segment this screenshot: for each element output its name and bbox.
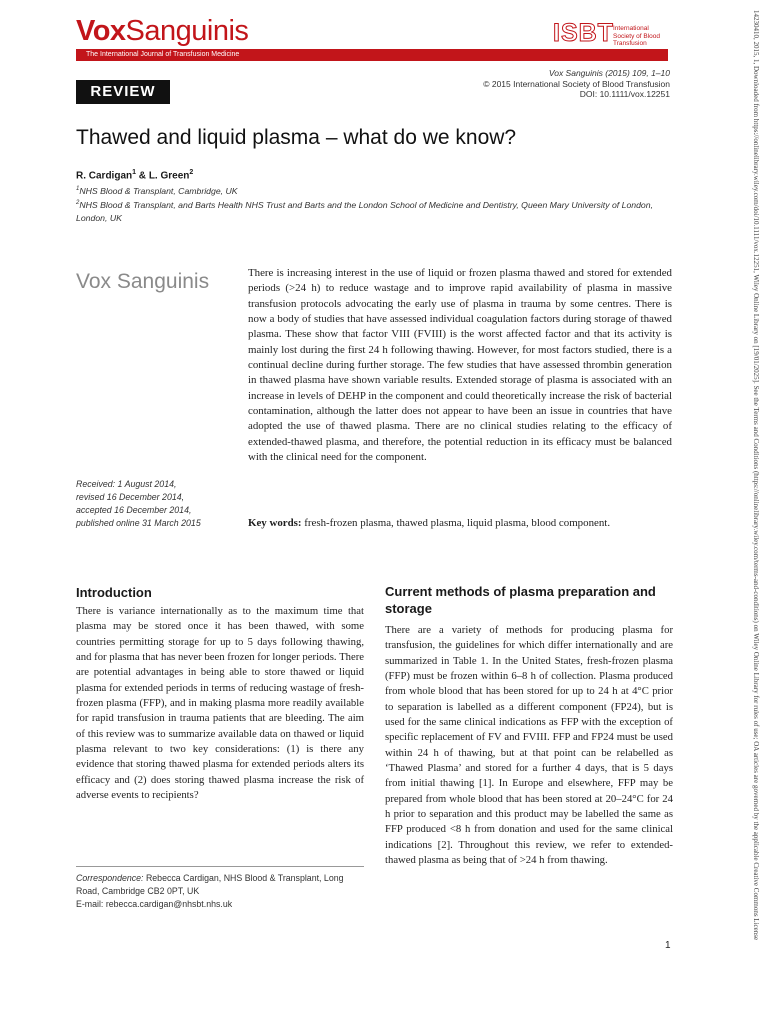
correspondence-label: Correspondence: xyxy=(76,873,144,883)
keywords-label: Key words: xyxy=(248,517,302,529)
journal-name-bold: Vox xyxy=(76,15,126,47)
affiliation-1 xyxy=(76,183,676,197)
journal-tagline: The International Journal of Transfusion Medicine xyxy=(86,51,240,58)
section-badge: REVIEW xyxy=(76,80,170,104)
section-heading-introduction: Introduction xyxy=(76,585,152,600)
affiliation-text: NHS Blood & Transplant, and Barts Health NHS Trust and Barts and the London School of Medicine and Dentistry, Queen Mary University of London, London, UK xyxy=(76,200,654,223)
author-list xyxy=(76,166,193,183)
citation-block xyxy=(483,68,670,100)
introduction-paragraph: There is variance internationally as to the maximum time that plasma may be stored once it has been thawed, with some countries permitting storage for up to 5 days following thawing, and for plasma that has never been frozen for longer periods. There are potential advantages in being able to store thawed or liquid plasma for extended periods in terms of reducing wastage of fresh-frozen plasma (FFP), and in making plasma more readily available for rapid transfusion in trauma patients that are bleeding. The aim of this review was to summarize available data on thawed or liquid plasma relevant to two key considerations: (1) is there any evidence that storing thawed plasma for extended periods alters its efficacy and (2) does storing thawed plasma increase the risk of adverse events to recipients? xyxy=(76,605,364,802)
society-logo xyxy=(553,20,671,46)
affiliation-mark: 1 xyxy=(76,186,80,192)
correspondence-email[interactable]: E-mail: rebecca.cardigan@nhsbt.nhs.uk xyxy=(76,899,233,909)
published-date: published online 31 March 2015 xyxy=(76,518,201,528)
affiliation-mark: 2 xyxy=(189,169,194,176)
accepted-date: accepted 16 December 2014, xyxy=(76,505,192,515)
author-separator: & xyxy=(136,170,149,182)
download-stamp: 14230410, 2015, 1, Downloaded from https://onlinelibrary.wiley.com/doi/10.1111/vox.12251, Wiley Online Library on [19/01/2025]. See the Terms and Conditions (https://onlinelibrary.wiley.com/terms-and-conditions) on Wiley Online Library for rules of use; OA articles are governed by the applicable Creative Commons License xyxy=(752,10,760,941)
journal-tagline-bar xyxy=(76,49,668,61)
abstract-text: There is increasing interest in the use of liquid or frozen plasma thawed and stored for extended periods (>24 h) to reduce wastage and to improve rapid availability of plasma in massive transfusion protocols advocating the early use of plasma in trauma by some centres. There is now a body of studies that have assessed individual coagulation factors during storage of thawed plasma. These show that factor VIII (FVIII) is the worst affected factor and that its activity is mainly lost during the first 24 h following thawing. However, for most factors studied, there is a continual decline during further storage. The few studies that have assessed thrombin generation in thawed plasma have shown variable results. Extended storage of plasma is associated with an increase in levels of DEHP in the component and could theoretically increase the risk of bacterial contamination, although the latter does not appear to have been an issue in countries that have adopted the use of thawed plasma. There are no clinical studies relating to the efficacy of extended-thawed plasma, and therefore, the potential reduction in its efficacy must be balanced with the clinical need for the component. xyxy=(248,267,672,464)
citation-line: Vox Sanguinis (2015) 109, 1–10 xyxy=(548,68,670,78)
section-heading-methods: Current methods of plasma preparation and storage xyxy=(385,584,656,616)
affiliation-text: NHS Blood & Transplant, Cambridge, UK xyxy=(79,185,238,196)
journal-name-rest: Sanguinis xyxy=(125,15,249,47)
page-number: 1 xyxy=(665,940,671,951)
received-dates xyxy=(76,478,201,530)
author-name: R. Cardigan xyxy=(76,170,133,182)
correspondence-footnote xyxy=(76,872,366,911)
keywords xyxy=(248,516,678,531)
isbt-mark: ISBT xyxy=(553,19,614,47)
journal-wordmark: Vox Sanguinis xyxy=(76,270,210,293)
received-date: Received: 1 August 2014, xyxy=(76,479,177,489)
keywords-list: fresh-frozen plasma, thawed plasma, liquid plasma, blood component. xyxy=(304,517,611,529)
journal-logo xyxy=(76,14,248,48)
article-title: Thawed and liquid plasma – what do we know? xyxy=(76,126,517,149)
revised-date: revised 16 December 2014, xyxy=(76,492,185,502)
copyright-line: © 2015 International Society of Blood Transfusion xyxy=(483,78,670,89)
society-name: International Society of Blood Transfusion xyxy=(613,25,660,47)
author-name: L. Green xyxy=(148,170,190,182)
correspondence-address: Rebecca Cardigan, NHS Blood & Transplant, Long xyxy=(145,873,344,883)
methods-paragraph: There are a variety of methods for producing plasma for transfusion, the guidelines for which differ internationally and are summarized in Table 1. In the United States, fresh-frozen plasma (FFP) must be frozen within 6–8 h of collection. Plasma produced from whole blood that has been stored for up to 24 h at 4°C prior to separation is labelled as a different component (FP24), but is used for the same clinical indications as FFP with the exception of specific replacement of FV and FVIII. FFP and FP24 must be used within 24 h of thawing, but at that point can be relabelled as ‘Thawed Plasma’ and stored for a further 4 days, that is 5 days from initial thawing [1]. In Europe and elsewhere, FFP may be prepared from whole blood that has been stored at 20–24°C for 24 h prior to separation and this product may be labelled the same as FFP produced <8 h from donation and used for the same clinical indications [2]. Throughout this review, we refer to extended-thawed plasma as being that of >24 h from thawing. xyxy=(385,624,673,867)
affiliation-mark: 2 xyxy=(76,200,80,207)
correspondence-address-2: Road, Cambridge CB2 0PT, UK xyxy=(76,886,200,896)
affiliations xyxy=(76,183,676,224)
affiliation-mark: 1 xyxy=(132,169,137,176)
doi-line: DOI: 10.1111/vox.12251 xyxy=(579,89,670,99)
footnote-divider xyxy=(76,866,364,867)
correspondence-line xyxy=(76,872,366,885)
affiliation-2 xyxy=(76,197,676,224)
